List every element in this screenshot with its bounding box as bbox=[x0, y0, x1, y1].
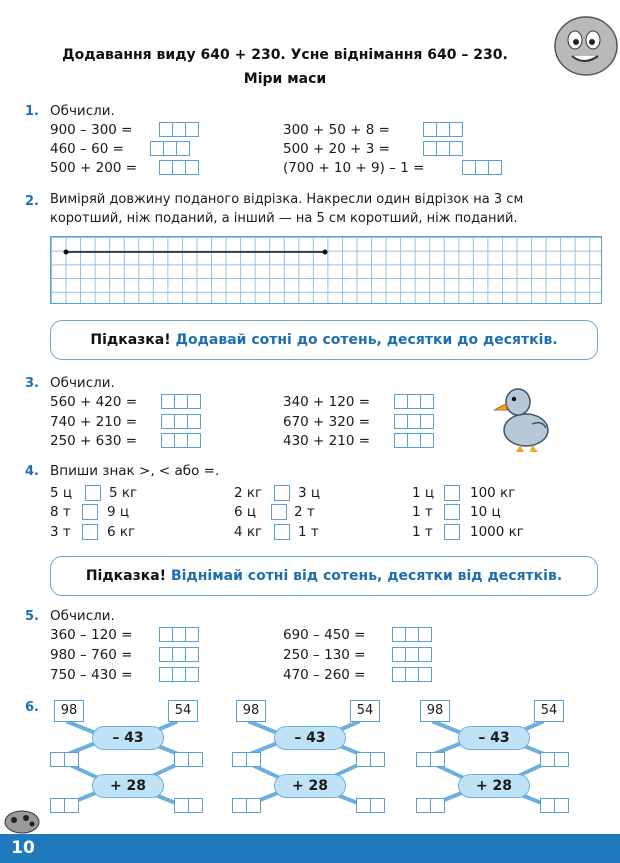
answer-pair[interactable] bbox=[174, 752, 202, 771]
hint-text: Віднімай сотні від сотень, десятки від десятків. bbox=[170, 568, 563, 584]
start-value-box: 54 bbox=[168, 700, 198, 722]
compare-right: 100 кг bbox=[470, 485, 516, 501]
sign-box[interactable] bbox=[444, 524, 460, 540]
answer-boxes[interactable] bbox=[161, 414, 200, 429]
scheme bbox=[414, 700, 574, 818]
operation-pill: – 43 bbox=[458, 726, 530, 750]
task-number: 4. bbox=[25, 464, 39, 479]
hint-text: Додавай сотні до сотень, десятки до десятків. bbox=[175, 332, 558, 348]
expression: 500 + 200 = bbox=[50, 160, 138, 176]
expression: 690 – 450 = bbox=[283, 627, 366, 643]
answer-boxes[interactable] bbox=[161, 433, 200, 448]
answer-pair[interactable] bbox=[232, 798, 260, 817]
page-subtitle: Міри маси bbox=[243, 71, 327, 87]
compare-right: 1000 кг bbox=[470, 524, 524, 540]
task-number: 3. bbox=[25, 376, 39, 391]
answer-boxes[interactable] bbox=[161, 394, 200, 409]
task-prompt: Обчисли. bbox=[50, 608, 115, 624]
task-number: 6. bbox=[25, 700, 39, 715]
expression: 300 + 50 + 8 = bbox=[283, 122, 390, 138]
scheme bbox=[48, 700, 208, 818]
sign-box[interactable] bbox=[85, 485, 101, 501]
task-text: Виміряй довжину поданого відрізка. Накресли один відрізок на 3 см bbox=[50, 192, 524, 207]
expression: 740 + 210 = bbox=[50, 414, 138, 430]
operation-pill: + 28 bbox=[92, 774, 164, 798]
answer-boxes[interactable] bbox=[423, 122, 462, 137]
operation-pill: – 43 bbox=[274, 726, 346, 750]
operation-pill: + 28 bbox=[458, 774, 530, 798]
given-segment bbox=[60, 246, 332, 258]
compare-right: 9 ц bbox=[107, 504, 130, 520]
expression: 470 – 260 = bbox=[283, 667, 366, 683]
compare-right: 2 т bbox=[294, 504, 315, 520]
answer-pair[interactable] bbox=[356, 798, 384, 817]
answer-pair[interactable] bbox=[540, 752, 568, 771]
compare-right: 5 кг bbox=[109, 485, 138, 501]
answer-boxes[interactable] bbox=[394, 433, 433, 448]
answer-boxes[interactable] bbox=[394, 394, 433, 409]
task-text: коротший, ніж поданий, а інший — на 5 см коротший, ніж поданий. bbox=[50, 211, 518, 226]
expression: 430 + 210 = bbox=[283, 433, 371, 449]
expression: 250 – 130 = bbox=[283, 647, 366, 663]
compare-right: 6 кг bbox=[107, 524, 136, 540]
expression: 500 + 20 + 3 = bbox=[283, 141, 390, 157]
scheme bbox=[230, 700, 390, 818]
footer-bar bbox=[0, 834, 620, 863]
answer-boxes[interactable] bbox=[462, 160, 501, 175]
compare-right: 10 ц bbox=[470, 504, 501, 520]
ladybug-icon bbox=[2, 804, 42, 834]
answer-pair[interactable] bbox=[540, 798, 568, 817]
start-value-box: 54 bbox=[350, 700, 380, 722]
operation-pill: + 28 bbox=[274, 774, 346, 798]
answer-pair[interactable] bbox=[174, 798, 202, 817]
start-value-box: 98 bbox=[236, 700, 266, 722]
compare-left: 3 т bbox=[50, 524, 71, 540]
expression: 670 + 320 = bbox=[283, 414, 371, 430]
hint-box bbox=[50, 556, 598, 596]
task-prompt: Впиши знак >, < або =. bbox=[50, 463, 220, 479]
compare-right: 1 т bbox=[298, 524, 319, 540]
expression: 250 + 630 = bbox=[50, 433, 138, 449]
hint-label: Підказка! bbox=[90, 332, 171, 348]
answer-pair[interactable] bbox=[416, 752, 444, 771]
expression: 340 + 120 = bbox=[283, 394, 371, 410]
expression: (700 + 10 + 9) – 1 = bbox=[283, 160, 425, 176]
compare-left: 1 ц bbox=[412, 485, 435, 501]
task-number: 1. bbox=[25, 104, 39, 119]
smiley-icon bbox=[550, 12, 620, 78]
sign-box[interactable] bbox=[274, 524, 290, 540]
start-value-box: 98 bbox=[420, 700, 450, 722]
expression: 360 – 120 = bbox=[50, 627, 133, 643]
compare-left: 1 т bbox=[412, 504, 433, 520]
answer-pair[interactable] bbox=[356, 752, 384, 771]
task-number: 2. bbox=[25, 194, 39, 209]
compare-left: 1 т bbox=[412, 524, 433, 540]
expression: 750 – 430 = bbox=[50, 667, 133, 683]
compare-left: 6 ц bbox=[234, 504, 257, 520]
operation-pill: – 43 bbox=[92, 726, 164, 750]
answer-boxes[interactable] bbox=[159, 667, 198, 682]
answer-boxes[interactable] bbox=[392, 647, 431, 662]
sign-box[interactable] bbox=[444, 504, 460, 520]
compare-left: 4 кг bbox=[234, 524, 263, 540]
answer-pair[interactable] bbox=[232, 752, 260, 771]
answer-pair[interactable] bbox=[50, 752, 78, 771]
task-prompt: Обчисли. bbox=[50, 375, 115, 391]
task-prompt: Обчисли. bbox=[50, 103, 115, 119]
compare-left: 5 ц bbox=[50, 485, 73, 501]
start-value-box: 54 bbox=[534, 700, 564, 722]
expression: 900 – 300 = bbox=[50, 122, 133, 138]
sign-box[interactable] bbox=[82, 524, 98, 540]
answer-boxes[interactable] bbox=[423, 141, 462, 156]
answer-pair[interactable] bbox=[416, 798, 444, 817]
expression: 460 – 60 = bbox=[50, 141, 124, 157]
compare-right: 3 ц bbox=[298, 485, 321, 501]
sign-box[interactable] bbox=[271, 504, 287, 520]
answer-boxes[interactable] bbox=[159, 122, 198, 137]
hint-label: Підказка! bbox=[85, 568, 167, 584]
compare-left: 8 т bbox=[50, 504, 71, 520]
answer-boxes[interactable] bbox=[150, 141, 189, 156]
answer-boxes[interactable] bbox=[159, 160, 198, 175]
sign-box[interactable] bbox=[274, 485, 290, 501]
compare-left: 2 кг bbox=[234, 485, 263, 501]
page-number: 10 bbox=[11, 838, 35, 858]
sign-box[interactable] bbox=[82, 504, 98, 520]
page-title: Додавання виду 640 + 230. Усне віднімання 640 – 230. bbox=[62, 47, 508, 63]
expression: 560 + 420 = bbox=[50, 394, 138, 410]
duck-illustration bbox=[492, 382, 554, 454]
answer-boxes[interactable] bbox=[394, 414, 433, 429]
sign-box[interactable] bbox=[444, 485, 460, 501]
start-value-box: 98 bbox=[54, 700, 84, 722]
task-number: 5. bbox=[25, 609, 39, 624]
hint-box bbox=[50, 320, 598, 360]
answer-boxes[interactable] bbox=[392, 627, 431, 642]
answer-pair[interactable] bbox=[50, 798, 78, 817]
answer-boxes[interactable] bbox=[159, 647, 198, 662]
answer-boxes[interactable] bbox=[159, 627, 198, 642]
expression: 980 – 760 = bbox=[50, 647, 133, 663]
answer-boxes[interactable] bbox=[392, 667, 431, 682]
